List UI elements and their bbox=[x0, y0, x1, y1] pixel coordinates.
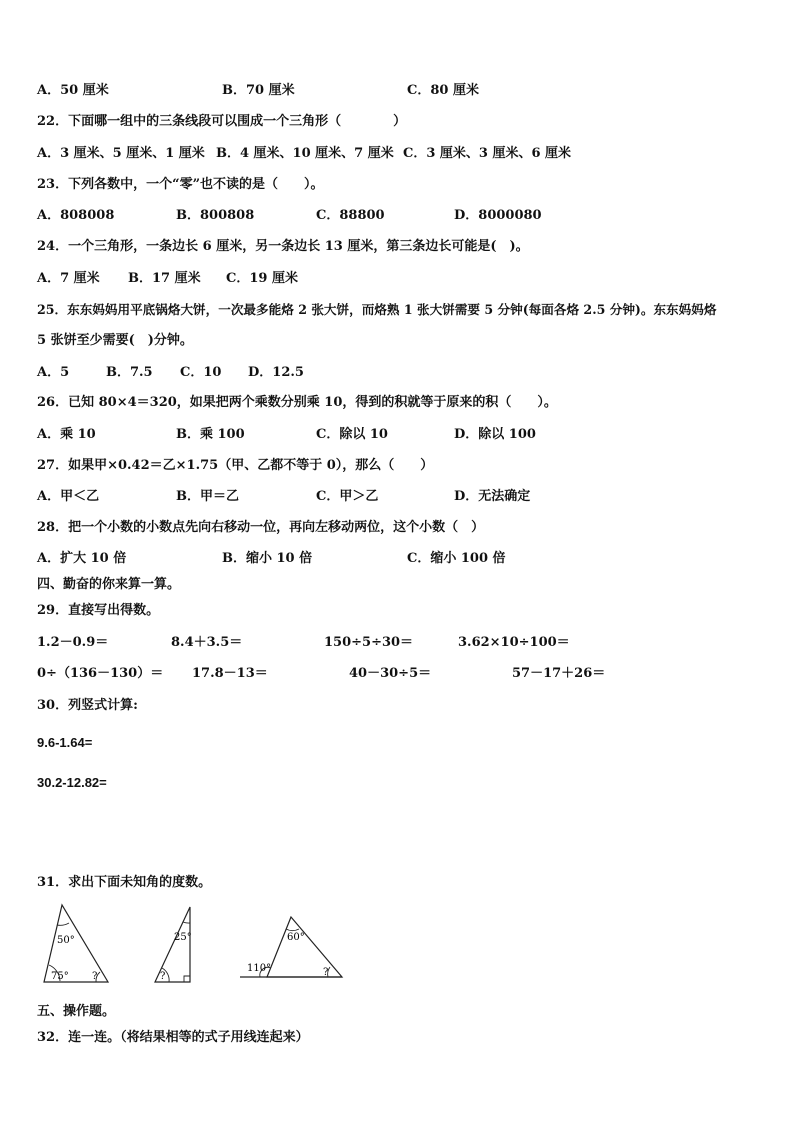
q22-option-c: C．3 厘米、3 厘米、6 厘米 bbox=[403, 146, 572, 161]
q27-option-c: C．甲＞乙 bbox=[316, 489, 379, 504]
q26-option-d: D．除以 100 bbox=[454, 427, 536, 442]
q25-option-c: C．10 bbox=[180, 365, 222, 380]
tri2-top-angle: 25° bbox=[174, 932, 192, 943]
tri3-unknown-angle: ? bbox=[323, 967, 329, 978]
q24-option-b: B．17 厘米 bbox=[128, 271, 201, 286]
q25-option-a: A．5 bbox=[37, 365, 70, 380]
section5-title: 五、操作题。 bbox=[37, 1004, 116, 1019]
section4-title: 四、勤奋的你来算一算。 bbox=[37, 577, 181, 592]
tri1-top-angle: 50° bbox=[57, 935, 75, 946]
q23-option-b: B．800808 bbox=[176, 208, 255, 223]
tri3-exterior-angle: 110° bbox=[247, 963, 272, 974]
q25-option-d: D．12.5 bbox=[248, 365, 304, 380]
q25-question-line1: 25．东东妈妈用平底锅烙大饼，一次最多能烙 2 张大饼，而烙熟 1 张大饼需要 5 分钟(每面各烙 2.5 分钟)。东东妈妈烙 bbox=[37, 302, 717, 317]
tri3-top-angle: 60° bbox=[287, 932, 305, 943]
q26-question: 26．已知 80×4＝320，如果把两个乘数分别乘 10，得到的积就等于原来的积（ ）。 bbox=[37, 395, 557, 410]
q29-expr-8: 57－17＋26＝ bbox=[512, 666, 606, 681]
q29-expr-7: 40－30÷5＝ bbox=[349, 666, 432, 681]
q28-question: 28．把一个小数的小数点先向右移动一位，再向左移动两位，这个小数（ ） bbox=[37, 520, 485, 535]
q27-option-b: B．甲＝乙 bbox=[176, 489, 239, 504]
q21-option-c: C．80 厘米 bbox=[407, 83, 479, 98]
tri1-left-angle: 75° bbox=[51, 971, 69, 982]
q31-triangle-figures bbox=[0, 895, 400, 990]
q28-option-a: A．扩大 10 倍 bbox=[37, 551, 127, 566]
q28-option-b: B．缩小 10 倍 bbox=[222, 551, 313, 566]
q26-option-c: C．除以 10 bbox=[316, 427, 388, 442]
q23-question: 23．下列各数中，一个“零”也不读的是（ ）。 bbox=[37, 177, 324, 192]
q23-option-d: D．8000080 bbox=[454, 208, 542, 223]
q21-option-a: A．50 厘米 bbox=[37, 83, 109, 98]
q21-option-b: B．70 厘米 bbox=[222, 83, 295, 98]
q29-expr-3: 150÷5÷30＝ bbox=[324, 635, 414, 650]
q26-option-a: A．乘 10 bbox=[37, 427, 96, 442]
q23-option-c: C．88800 bbox=[316, 208, 385, 223]
q27-question: 27．如果甲×0.42＝乙×1.75（甲、乙都不等于 0），那么（ ） bbox=[37, 458, 434, 473]
triangle-3 bbox=[240, 917, 342, 978]
q29-expr-1: 1.2－0.9＝ bbox=[37, 635, 109, 650]
q30-item-2: 30.2-12.82= bbox=[37, 775, 107, 790]
tri2-unknown-angle: ? bbox=[160, 971, 166, 982]
q29-expr-6: 17.8－13＝ bbox=[192, 666, 268, 681]
q30-title: 30．列竖式计算: bbox=[37, 698, 138, 713]
triangle-1 bbox=[44, 905, 108, 982]
q31-title: 31．求出下面未知角的度数。 bbox=[37, 875, 212, 890]
q29-expr-5: 0÷（136－130）＝ bbox=[37, 666, 164, 681]
tri1-unknown-angle: ? bbox=[92, 971, 98, 982]
q29-expr-2: 8.4＋3.5＝ bbox=[171, 635, 243, 650]
triangle-2 bbox=[155, 907, 192, 982]
q29-expr-4: 3.62×10÷100＝ bbox=[458, 635, 570, 650]
q22-option-a: A．3 厘米、5 厘米、1 厘米 bbox=[37, 146, 205, 161]
q29-title: 29．直接写出得数。 bbox=[37, 603, 160, 618]
q30-item-1: 9.6-1.64= bbox=[37, 735, 93, 750]
q24-option-a: A．7 厘米 bbox=[37, 271, 100, 286]
q26-option-b: B．乘 100 bbox=[176, 427, 245, 442]
q27-option-a: A．甲＜乙 bbox=[37, 489, 100, 504]
q24-option-c: C．19 厘米 bbox=[226, 271, 298, 286]
q32-title: 32．连一连。（将结果相等的式子用线连起来） bbox=[37, 1030, 309, 1045]
q28-option-c: C．缩小 100 倍 bbox=[407, 551, 506, 566]
q25-question-line2: 5 张饼至少需要( )分钟。 bbox=[37, 333, 193, 348]
q25-option-b: B．7.5 bbox=[106, 365, 153, 380]
q24-question: 24．一个三角形，一条边长 6 厘米，另一条边长 13 厘米，第三条边长可能是( )。 bbox=[37, 239, 529, 254]
q27-option-d: D．无法确定 bbox=[454, 489, 531, 504]
q22-option-b: B．4 厘米、10 厘米、7 厘米 bbox=[216, 146, 394, 161]
q23-option-a: A．808008 bbox=[37, 208, 115, 223]
q22-question: 22．下面哪一组中的三条线段可以围成一个三角形（ ） bbox=[37, 114, 407, 129]
